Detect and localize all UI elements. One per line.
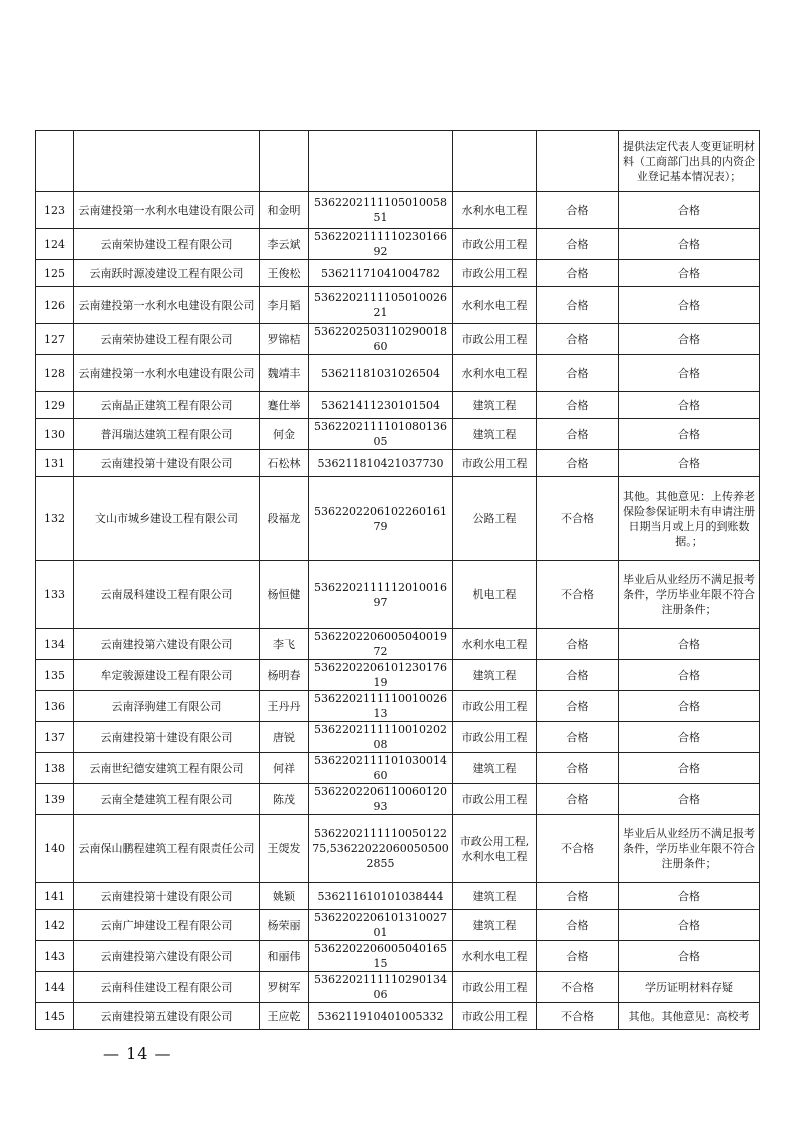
cell-result: 合格 bbox=[537, 260, 619, 287]
cell-no bbox=[36, 131, 74, 192]
cell-result: 不合格 bbox=[537, 972, 619, 1003]
cell-cert: 536220211111023016692 bbox=[309, 229, 453, 260]
cell-company: 云南保山鹏程建筑工程有限责任公司 bbox=[74, 815, 260, 883]
cell-result: 合格 bbox=[537, 355, 619, 392]
cell-cert: 536220211111001020208 bbox=[309, 722, 453, 753]
cell-company: 普洱瑞达建筑工程有限公司 bbox=[74, 419, 260, 450]
cell-name: 杨荣丽 bbox=[260, 910, 309, 941]
cell-company: 云南建投第一水利水电建设有限公司 bbox=[74, 355, 260, 392]
cell-result: 合格 bbox=[537, 784, 619, 815]
cell-no: 143 bbox=[36, 941, 74, 972]
cell-major: 市政公用工程 bbox=[453, 450, 537, 477]
cell-cert bbox=[309, 131, 453, 192]
cell-major: 水利水电工程 bbox=[453, 629, 537, 660]
cell-company: 云南建投第五建设有限公司 bbox=[74, 1003, 260, 1030]
cell-name: 陈茂 bbox=[260, 784, 309, 815]
cell-no: 145 bbox=[36, 1003, 74, 1030]
cell-name: 李云斌 bbox=[260, 229, 309, 260]
cell-name: 石松林 bbox=[260, 450, 309, 477]
cell-name: 王焈发 bbox=[260, 815, 309, 883]
table-row bbox=[36, 450, 760, 477]
table-row bbox=[36, 561, 760, 629]
cell-company: 云南科佳建设工程有限公司 bbox=[74, 972, 260, 1003]
cell-result: 合格 bbox=[537, 324, 619, 355]
cell-major: 市政公用工程 bbox=[453, 260, 537, 287]
table-row bbox=[36, 784, 760, 815]
table-row bbox=[36, 753, 760, 784]
cell-result: 合格 bbox=[537, 192, 619, 229]
cell-company: 云南建投第十建设有限公司 bbox=[74, 450, 260, 477]
cell-cert: 536220211110501005851 bbox=[309, 192, 453, 229]
cell-no: 131 bbox=[36, 450, 74, 477]
cell-note: 合格 bbox=[619, 450, 760, 477]
cell-note: 合格 bbox=[619, 229, 760, 260]
cell-no: 126 bbox=[36, 287, 74, 324]
cell-major: 建筑工程 bbox=[453, 392, 537, 419]
table-row bbox=[36, 910, 760, 941]
cell-no: 133 bbox=[36, 561, 74, 629]
cell-result: 不合格 bbox=[537, 815, 619, 883]
cell-no: 130 bbox=[36, 419, 74, 450]
cell-company: 文山市城乡建设工程有限公司 bbox=[74, 477, 260, 561]
cell-company: 云南世纪德安建筑工程有限公司 bbox=[74, 753, 260, 784]
cell-note: 合格 bbox=[619, 287, 760, 324]
cell-note: 合格 bbox=[619, 392, 760, 419]
cell-result: 合格 bbox=[537, 229, 619, 260]
cell-major: 水利水电工程 bbox=[453, 287, 537, 324]
cell-note: 合格 bbox=[619, 192, 760, 229]
cell-no: 135 bbox=[36, 660, 74, 691]
cell-name: 李飞 bbox=[260, 629, 309, 660]
cell-major: 市政公用工程 bbox=[453, 691, 537, 722]
cell-no: 142 bbox=[36, 910, 74, 941]
cell-name: 杨恒健 bbox=[260, 561, 309, 629]
cell-major: 建筑工程 bbox=[453, 753, 537, 784]
cell-note: 合格 bbox=[619, 660, 760, 691]
cell-company: 云南荣协建设工程有限公司 bbox=[74, 324, 260, 355]
cell-note: 合格 bbox=[619, 324, 760, 355]
table-row bbox=[36, 722, 760, 753]
table-row bbox=[36, 324, 760, 355]
cell-no: 136 bbox=[36, 691, 74, 722]
cell-no: 140 bbox=[36, 815, 74, 883]
cell-major: 市政公用工程 bbox=[453, 324, 537, 355]
table-row bbox=[36, 192, 760, 229]
cell-name: 何祥 bbox=[260, 753, 309, 784]
cell-result: 不合格 bbox=[537, 1003, 619, 1030]
cell-note: 其他。其他意见：高校考 bbox=[619, 1003, 760, 1030]
table-row bbox=[36, 229, 760, 260]
cell-name: 段福龙 bbox=[260, 477, 309, 561]
cell-cert: 536220211110501002621 bbox=[309, 287, 453, 324]
cell-no: 127 bbox=[36, 324, 74, 355]
cell-company bbox=[74, 131, 260, 192]
cell-cert: 536211610101038444 bbox=[309, 883, 453, 910]
table-row bbox=[36, 629, 760, 660]
cell-note: 合格 bbox=[619, 883, 760, 910]
cell-result: 合格 bbox=[537, 629, 619, 660]
cell-result: 合格 bbox=[537, 660, 619, 691]
cell-name: 王俊松 bbox=[260, 260, 309, 287]
cell-name: 杨明春 bbox=[260, 660, 309, 691]
cell-no: 141 bbox=[36, 883, 74, 910]
cell-name: 何金 bbox=[260, 419, 309, 450]
cell-result: 不合格 bbox=[537, 477, 619, 561]
cell-name: 蹇仕举 bbox=[260, 392, 309, 419]
cell-major: 建筑工程 bbox=[453, 419, 537, 450]
cell-cert: 536220211110103001460 bbox=[309, 753, 453, 784]
cell-cert: 536220220600504001972 bbox=[309, 629, 453, 660]
cell-note: 提供法定代表人变更证明材料（工商部门出具的内资企业登记基本情况表）； bbox=[619, 131, 760, 192]
cell-company: 云南跃时源凌建设工程有限公司 bbox=[74, 260, 260, 287]
cell-no: 123 bbox=[36, 192, 74, 229]
cell-result: 不合格 bbox=[537, 561, 619, 629]
cell-cert: 53621411230101504 bbox=[309, 392, 453, 419]
cell-name: 姚颖 bbox=[260, 883, 309, 910]
cell-major: 水利水电工程 bbox=[453, 355, 537, 392]
cell-note: 合格 bbox=[619, 419, 760, 450]
cell-name bbox=[260, 131, 309, 192]
cell-no: 137 bbox=[36, 722, 74, 753]
cell-company: 云南建投第一水利水电建设有限公司 bbox=[74, 287, 260, 324]
cell-cert: 536211910401005332 bbox=[309, 1003, 453, 1030]
page-number: — 14 — bbox=[103, 1044, 172, 1063]
cell-company: 云南晶正建筑工程有限公司 bbox=[74, 392, 260, 419]
cell-major: 市政公用工程 bbox=[453, 1003, 537, 1030]
table-row bbox=[36, 972, 760, 1003]
cell-result: 合格 bbox=[537, 450, 619, 477]
cell-note: 毕业后从业经历不满足报考条件，学历毕业年限不符合注册条件； bbox=[619, 561, 760, 629]
cell-result: 合格 bbox=[537, 883, 619, 910]
cell-note: 合格 bbox=[619, 753, 760, 784]
cell-cert: 536220250311029001860 bbox=[309, 324, 453, 355]
cell-note: 合格 bbox=[619, 260, 760, 287]
cell-name: 唐锐 bbox=[260, 722, 309, 753]
cell-company: 云南泽驹建工有限公司 bbox=[74, 691, 260, 722]
cell-no: 132 bbox=[36, 477, 74, 561]
cell-result: 合格 bbox=[537, 941, 619, 972]
cell-note: 毕业后从业经历不满足报考条件，学历毕业年限不符合注册条件； bbox=[619, 815, 760, 883]
cell-no: 139 bbox=[36, 784, 74, 815]
cell-major: 机电工程 bbox=[453, 561, 537, 629]
cell-note: 合格 bbox=[619, 722, 760, 753]
cell-major: 建筑工程 bbox=[453, 910, 537, 941]
cell-result: 合格 bbox=[537, 691, 619, 722]
cell-note: 其他。其他意见：上传养老保险参保证明未有申请注册日期当月或上月的到账数据。； bbox=[619, 477, 760, 561]
cell-result: 合格 bbox=[537, 753, 619, 784]
cell-major: 水利水电工程 bbox=[453, 192, 537, 229]
cell-major: 建筑工程 bbox=[453, 883, 537, 910]
cell-cert: 536220211110108013605 bbox=[309, 419, 453, 450]
cell-name: 罗锦桔 bbox=[260, 324, 309, 355]
cell-cert: 53621171041004782 bbox=[309, 260, 453, 287]
table-row bbox=[36, 660, 760, 691]
table-row bbox=[36, 419, 760, 450]
cell-cert: 536220220611006012093 bbox=[309, 784, 453, 815]
cell-major bbox=[453, 131, 537, 192]
cell-result: 合格 bbox=[537, 419, 619, 450]
cell-company: 云南建投第六建设有限公司 bbox=[74, 941, 260, 972]
table-row-continued bbox=[36, 131, 760, 192]
cell-cert: 536220211111005012275,536220220600505002855 bbox=[309, 815, 453, 883]
cell-no: 134 bbox=[36, 629, 74, 660]
cell-name: 和金明 bbox=[260, 192, 309, 229]
cell-cert: 536220220600504016515 bbox=[309, 941, 453, 972]
cell-result: 合格 bbox=[537, 910, 619, 941]
cell-no: 144 bbox=[36, 972, 74, 1003]
cell-result: 合格 bbox=[537, 392, 619, 419]
table-row bbox=[36, 883, 760, 910]
table-row bbox=[36, 355, 760, 392]
cell-major: 市政公用工程 bbox=[453, 784, 537, 815]
cell-note: 合格 bbox=[619, 910, 760, 941]
cell-company: 云南全楚建筑工程有限公司 bbox=[74, 784, 260, 815]
cell-company: 云南建投第一水利水电建设有限公司 bbox=[74, 192, 260, 229]
cell-company: 云南建投第十建设有限公司 bbox=[74, 722, 260, 753]
cell-cert: 536211810421037730 bbox=[309, 450, 453, 477]
cell-company: 云南广坤建设工程有限公司 bbox=[74, 910, 260, 941]
table-row bbox=[36, 260, 760, 287]
cell-company: 云南晟科建设工程有限公司 bbox=[74, 561, 260, 629]
cell-cert: 536220220610226016179 bbox=[309, 477, 453, 561]
cell-note: 合格 bbox=[619, 941, 760, 972]
cell-major: 市政公用工程 bbox=[453, 972, 537, 1003]
cell-major: 市政公用工程 bbox=[453, 722, 537, 753]
cell-no: 128 bbox=[36, 355, 74, 392]
cell-no: 138 bbox=[36, 753, 74, 784]
cell-major: 水利水电工程 bbox=[453, 941, 537, 972]
cell-note: 学历证明材料存疑 bbox=[619, 972, 760, 1003]
cell-name: 王丹丹 bbox=[260, 691, 309, 722]
cell-note: 合格 bbox=[619, 629, 760, 660]
table-row bbox=[36, 691, 760, 722]
cell-name: 魏靖丰 bbox=[260, 355, 309, 392]
cell-result: 合格 bbox=[537, 287, 619, 324]
cell-name: 王应乾 bbox=[260, 1003, 309, 1030]
cell-name: 和丽伟 bbox=[260, 941, 309, 972]
registration-review-table bbox=[35, 130, 760, 1030]
cell-cert: 536220211111029013406 bbox=[309, 972, 453, 1003]
cell-note: 合格 bbox=[619, 355, 760, 392]
cell-result: 合格 bbox=[537, 722, 619, 753]
cell-company: 云南建投第十建设有限公司 bbox=[74, 883, 260, 910]
cell-note: 合格 bbox=[619, 691, 760, 722]
cell-company: 牟定骏源建设工程有限公司 bbox=[74, 660, 260, 691]
cell-company: 云南荣协建设工程有限公司 bbox=[74, 229, 260, 260]
table-row bbox=[36, 477, 760, 561]
cell-result bbox=[537, 131, 619, 192]
cell-major: 建筑工程 bbox=[453, 660, 537, 691]
table-row bbox=[36, 287, 760, 324]
cell-cert: 536220211111201001697 bbox=[309, 561, 453, 629]
cell-no: 129 bbox=[36, 392, 74, 419]
cell-major: 公路工程 bbox=[453, 477, 537, 561]
table-row bbox=[36, 815, 760, 883]
cell-name: 李月韬 bbox=[260, 287, 309, 324]
cell-no: 125 bbox=[36, 260, 74, 287]
table-row bbox=[36, 392, 760, 419]
cell-note: 合格 bbox=[619, 784, 760, 815]
cell-cert: 536220220610131002701 bbox=[309, 910, 453, 941]
cell-major: 市政公用工程,水利水电工程 bbox=[453, 815, 537, 883]
cell-cert: 536220211111001002613 bbox=[309, 691, 453, 722]
cell-name: 罗树军 bbox=[260, 972, 309, 1003]
cell-cert: 536220220610123017619 bbox=[309, 660, 453, 691]
cell-no: 124 bbox=[36, 229, 74, 260]
cell-major: 市政公用工程 bbox=[453, 229, 537, 260]
cell-company: 云南建投第六建设有限公司 bbox=[74, 629, 260, 660]
table-row bbox=[36, 1003, 760, 1030]
table-row bbox=[36, 941, 760, 972]
cell-cert: 53621181031026504 bbox=[309, 355, 453, 392]
